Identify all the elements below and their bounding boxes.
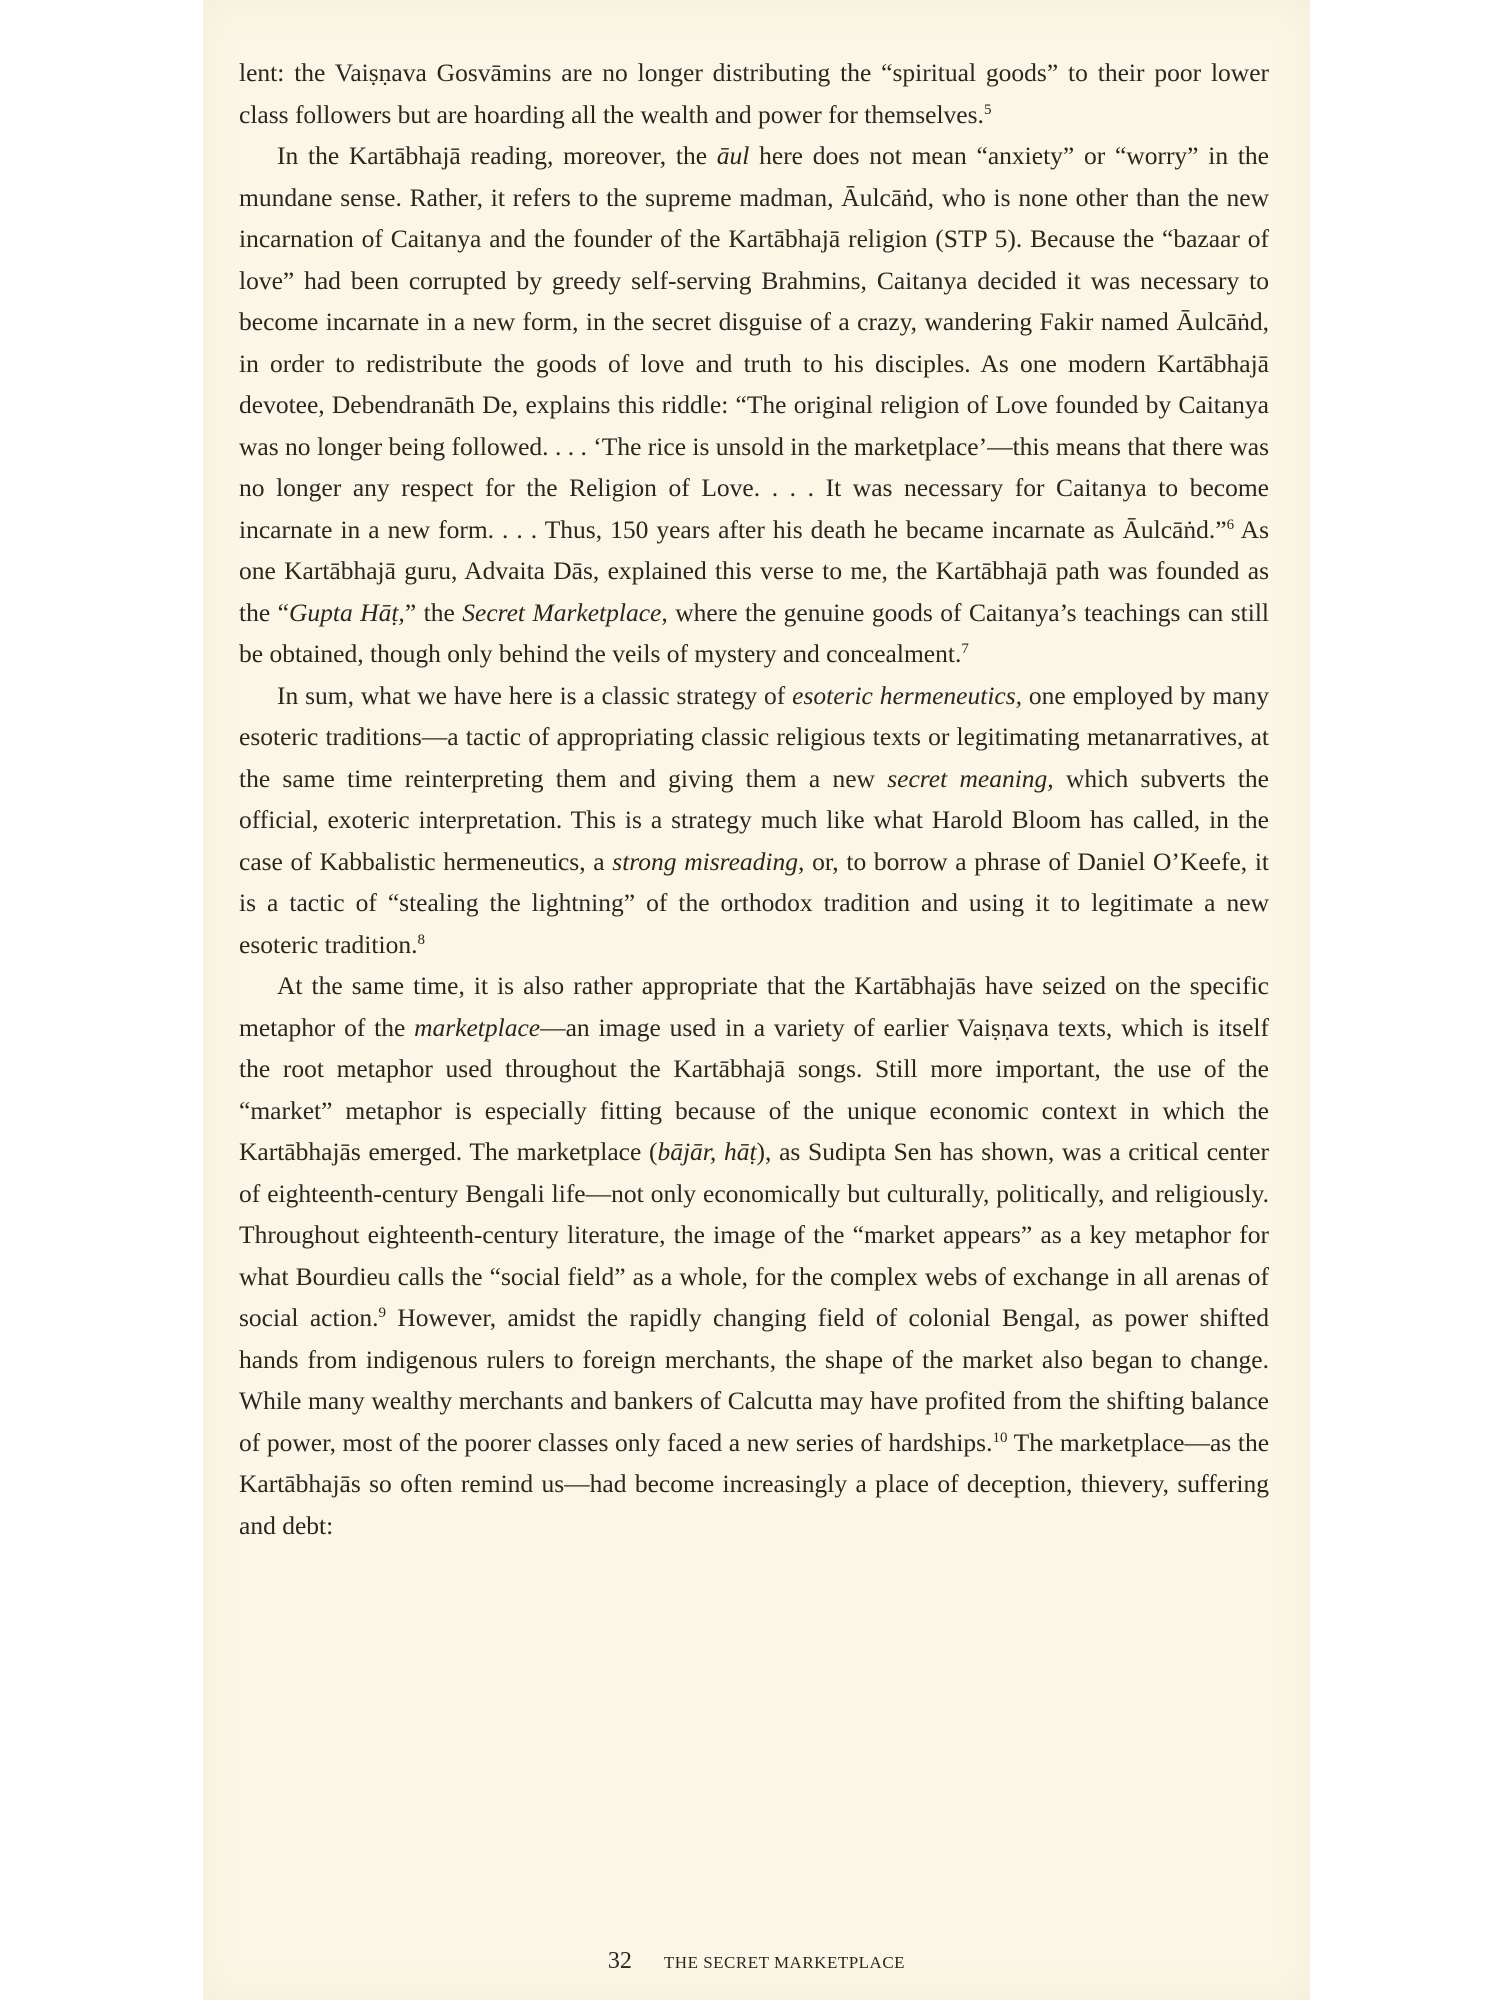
footnote-ref: 6 bbox=[1226, 516, 1235, 533]
italic-text: strong misreading, bbox=[612, 846, 805, 876]
book-page bbox=[203, 0, 1310, 2000]
text-run: where the genuine goods of Caitanya’s teachings can still be obtained, though only behind the veils of mystery and concealment. bbox=[239, 597, 1269, 668]
italic-text: āul bbox=[716, 141, 750, 170]
text-run: here does not mean “anxiety” or “worry” in the mundane sense. Rather, it refers to the supreme madman, Āulcāṅd, who is none other than the new incarnation of Caitanya and the founder of the Kartābhajā religion (STP 5). Because the “bazaar of love” had been corrupted by greedy self-serving Brahmins, Caitanya decided it was necessary to become incarnate in a new form, in the secret disguise of a crazy, wandering Fakir named Āulcāṅd, in order to redistribute the goods of love and truth to his disciples. As one modern Kartābhajā devotee, Debendranāth De, explains this riddle: “The original religion of Love founded by Caitanya was no longer being followed. . . . ‘The rice is unsold in the marketplace’—this means that there was no longer any respect for the Religion of Love. . . . It was necessary for Caitanya to become incarnate in a new form. . . . Thus, 150 years after his death he became incarnate as Āulcāṅd.” bbox=[239, 141, 1269, 544]
running-head: THE SECRET MARKETPLACE bbox=[663, 1953, 906, 1972]
text-run: In sum, what we have here is a classic strategy of bbox=[277, 680, 793, 710]
page-footer bbox=[203, 1948, 1310, 1975]
text-run: At the same time, it is also rather appropriate that the Kartābhajās have seized on the specific metaphor of the bbox=[239, 971, 1269, 1042]
footnote-ref: 10 bbox=[992, 1429, 1008, 1446]
paragraph bbox=[239, 135, 1269, 675]
text-run: which subverts the official, exoteric interpretation. This is a strategy much like what Harold Bloom has called, in the case of Kabbalistic hermeneutics, a bbox=[239, 763, 1269, 876]
text-run: ), as Sudipta Sen has shown, was a critical center of eighteenth-century Bengali life—not only economically but culturally, politically, and religiously. Throughout eighteenth-century literature, the image of the “market appears” as a key metaphor for what Bourdieu calls the “social field” as a whole, for the complex webs of exchange in all arenas of social action. bbox=[239, 1137, 1269, 1332]
text-run: —an image used in a variety of earlier Vaiṣṇava texts, which is itself the root metaphor used throughout the Kartābhajā songs. Still more important, the use of the “market” metaphor is especially fitting because of the unique economic context in which the Kartābhajās emerged. The marketplace ( bbox=[239, 1012, 1269, 1166]
text-run: In the Kartābhajā reading, moreover, the bbox=[277, 141, 717, 170]
text-run: As one Kartābhajā guru, Advaita Dās, explained this verse to me, the Kartābhajā path was founded as the “ bbox=[239, 514, 1269, 627]
italic-text: secret meaning, bbox=[887, 763, 1054, 793]
footnote-ref: 5 bbox=[983, 101, 992, 118]
text-run: one employed by many esoteric traditions—a tactic of appropriating classic religious texts or legitimating metanarratives, at the same time reinterpreting them and giving them a new bbox=[239, 680, 1269, 793]
footnote-ref: 8 bbox=[417, 931, 425, 948]
italic-text: esoteric hermeneutics, bbox=[792, 680, 1023, 710]
paragraph bbox=[239, 52, 1269, 135]
text-run: The marketplace—as the Kartābhajās so often remind us—had become increasingly a place of deception, thievery, suffering and debt: bbox=[239, 1427, 1270, 1540]
text-run: However, amidst the rapidly changing field of colonial Bengal, as power shifted hands from indigenous rulers to foreign merchants, the shape of the market also began to change. While many wealthy merchants and bankers of Calcutta may have profited from the shifting balance of power, most of the poorer classes only faced a new series of hardships. bbox=[239, 1303, 1269, 1457]
italic-text: marketplace bbox=[414, 1012, 541, 1042]
page-number: 32 bbox=[607, 1948, 632, 1974]
footnote-ref: 7 bbox=[961, 641, 969, 657]
text-run: ” the bbox=[404, 597, 463, 627]
paragraph bbox=[239, 965, 1269, 1546]
italic-text: Gupta Hāṭ, bbox=[288, 597, 405, 627]
paragraph bbox=[239, 675, 1269, 966]
text-run: lent: the Vaiṣṇava Gosvāmins are no longer distributing the “spiritual goods” to their poor lower class followers but are hoarding all the wealth and power for themselves. bbox=[239, 58, 1269, 129]
body-text bbox=[239, 52, 1269, 1546]
italic-text: Secret Marketplace, bbox=[462, 597, 668, 627]
text-run: or, to borrow a phrase of Daniel O’Keefe, it is a tactic of “stealing the lightning” of the orthodox tradition and using it to legitimate a new esoteric tradition. bbox=[239, 846, 1270, 959]
footnote-ref: 9 bbox=[378, 1305, 387, 1321]
italic-text: bājār, hāṭ bbox=[657, 1137, 757, 1166]
